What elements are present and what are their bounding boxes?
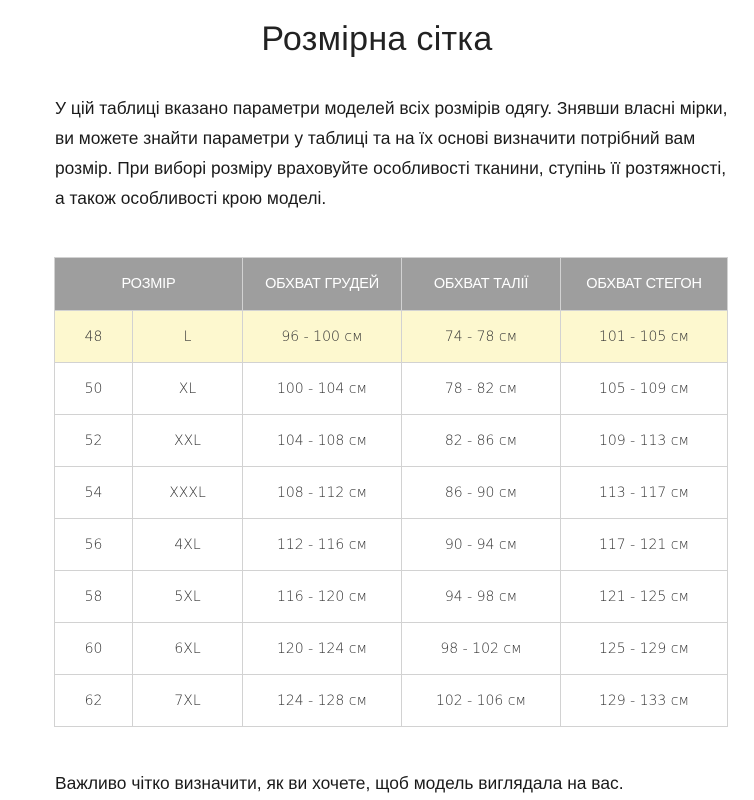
table-row <box>55 467 728 519</box>
cell-chest: 96 - 100 см <box>243 311 402 363</box>
cell-waist: 94 - 98 см <box>402 571 561 623</box>
size-table <box>54 257 728 727</box>
table-row <box>55 623 728 675</box>
cell-size-letter: 5XL <box>133 571 243 623</box>
cell-size-letter: XL <box>133 363 243 415</box>
cell-size-letter: L <box>133 311 243 363</box>
cell-size-letter: XXL <box>133 415 243 467</box>
header-chest: ОБХВАТ ГРУДЕЙ <box>243 258 402 311</box>
cell-hips: 101 - 105 см <box>561 311 728 363</box>
table-header-row <box>55 258 728 311</box>
cell-waist: 74 - 78 см <box>402 311 561 363</box>
cell-hips: 117 - 121 см <box>561 519 728 571</box>
cell-hips: 129 - 133 см <box>561 675 728 727</box>
header-size: РОЗМІР <box>55 258 243 311</box>
cell-size-number: 52 <box>55 415 133 467</box>
cell-chest: 124 - 128 см <box>243 675 402 727</box>
cell-size-letter: 7XL <box>133 675 243 727</box>
cell-size-number: 62 <box>55 675 133 727</box>
cell-chest: 104 - 108 см <box>243 415 402 467</box>
cell-hips: 121 - 125 см <box>561 571 728 623</box>
cell-size-number: 58 <box>55 571 133 623</box>
cell-chest: 116 - 120 см <box>243 571 402 623</box>
cell-waist: 78 - 82 см <box>402 363 561 415</box>
table-row <box>55 311 728 363</box>
table-row <box>55 675 728 727</box>
table-row <box>55 571 728 623</box>
cell-waist: 98 - 102 см <box>402 623 561 675</box>
cell-waist: 82 - 86 см <box>402 415 561 467</box>
cell-size-number: 56 <box>55 519 133 571</box>
cell-hips: 109 - 113 см <box>561 415 728 467</box>
header-waist: ОБХВАТ ТАЛІЇ <box>402 258 561 311</box>
cell-waist: 90 - 94 см <box>402 519 561 571</box>
cell-chest: 112 - 116 см <box>243 519 402 571</box>
table-row <box>55 363 728 415</box>
cell-waist: 102 - 106 см <box>402 675 561 727</box>
cell-waist: 86 - 90 см <box>402 467 561 519</box>
intro-paragraph: У цій таблиці вказано параметри моделей всіх розмірів одягу. Знявши власні мірки, ви можете знайти параметри у таблиці та на їх основі визначити потрібний вам розмір. При виборі розміру враховуйте особливості тканини, ступінь її розтяжності, а також особливості крою моделі. <box>55 98 728 208</box>
table-row <box>55 519 728 571</box>
cell-size-number: 54 <box>55 467 133 519</box>
header-hips: ОБХВАТ СТЕГОН <box>561 258 728 311</box>
cell-size-number: 48 <box>55 311 133 363</box>
cell-size-letter: 6XL <box>133 623 243 675</box>
cell-chest: 108 - 112 см <box>243 467 402 519</box>
cell-chest: 100 - 104 см <box>243 363 402 415</box>
page-title: Розмірна сітка <box>261 20 493 58</box>
cell-size-letter: 4XL <box>133 519 243 571</box>
cell-chest: 120 - 124 см <box>243 623 402 675</box>
table-row <box>55 415 728 467</box>
cell-size-number: 50 <box>55 363 133 415</box>
cell-hips: 113 - 117 см <box>561 467 728 519</box>
cell-hips: 105 - 109 см <box>561 363 728 415</box>
cell-size-number: 60 <box>55 623 133 675</box>
cell-hips: 125 - 129 см <box>561 623 728 675</box>
cell-size-letter: XXXL <box>133 467 243 519</box>
footer-note: Важливо чітко визначити, як ви хочете, щоб модель виглядала на вас. <box>55 773 624 793</box>
